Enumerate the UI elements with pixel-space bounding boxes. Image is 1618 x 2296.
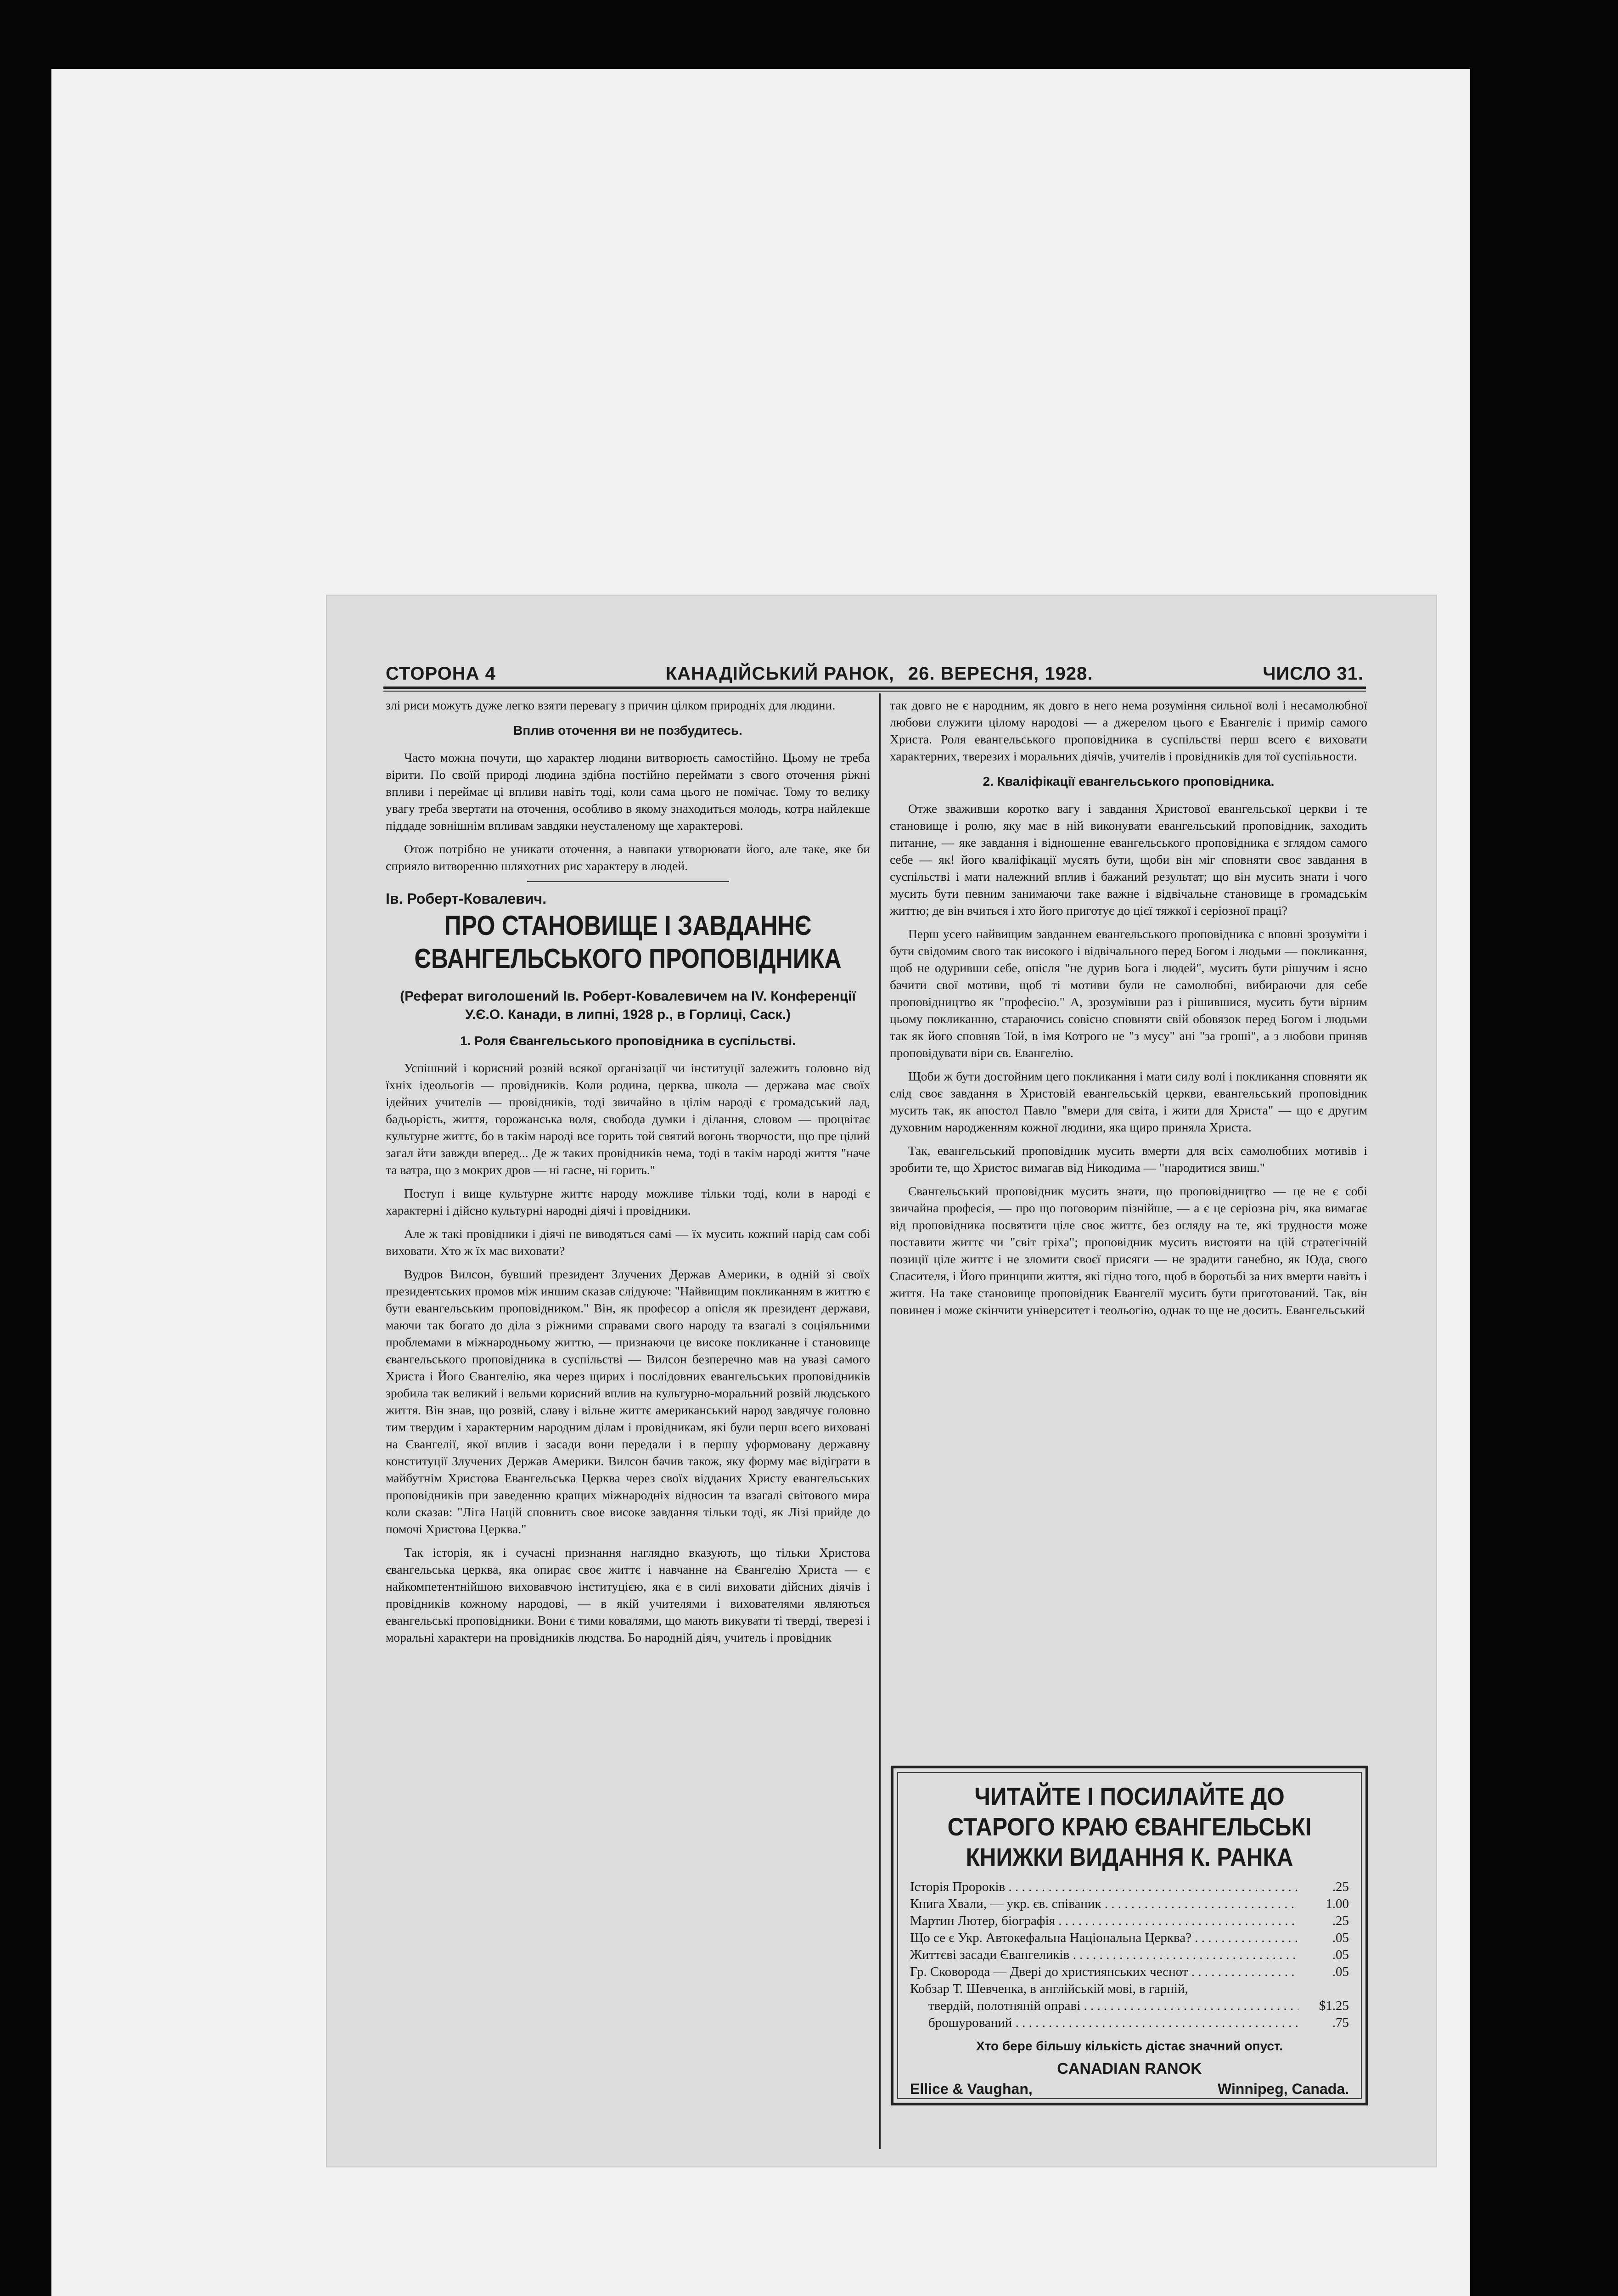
- paragraph: Отже зваживши коротко вагу і завдання Христової евангельської церкви і те становище і ролю, яку має в ній виконувати евангельський проповідник, заходить питанне, — яке завдання і відношенне евангельського проповідника є зглядом самого себе — як! його кваліфікації мусять бути, щоби він міг сповняти своє завдання в суспільстві і мати належний вплив і бажаний результат; що він мусить знати і чого мусить бути певним занимаючи таке важне і відвічальне становище в громадськім життю; де він вчиться і хто його приготує до цієї тяжкої і серіозної праці?: [890, 801, 1367, 917]
- header-rule-thin: [383, 691, 1366, 692]
- ad-book-item: [910, 1947, 1349, 1964]
- book-title: Історія Пророків . . .: [910, 1879, 1298, 1896]
- separator: [527, 881, 729, 882]
- ad-publisher: CANADIAN RANOK: [1057, 2060, 1202, 2077]
- book-title: Кобзар Т. Шевченка, в англійській мові, в гарній,: [910, 1981, 1188, 1996]
- book-advertisement: [891, 1766, 1368, 2105]
- book-title: Гр. Сковорода — Двері до християнських чеснот . . .: [910, 1964, 1298, 1981]
- book-title: Що се є Укр. Автокефальна Національна Церква? . . .: [910, 1930, 1298, 1947]
- paragraph: Так історія, як і сучасні признання наглядно вказують, що тільки Христова євангельська церква, яка опирає своє життє і навчанне на Євангелію Христа — є найкомпетентнійшою виховавчою інституцією, яка є в силі виховати дійсних діячів і провідників кожному народові, — в якій учителями і вихователями являються евангельські проповідники. Вони є тими ковалями, що мають викувати ті тверді, тверезі і моральні характери на провідників людства. Бо народній діяч, учитель і провідник: [386, 1545, 870, 1644]
- page-number: СТОРОНА 4: [386, 664, 496, 684]
- masthead: [666, 664, 1093, 684]
- book-price: .05: [1332, 1930, 1349, 1945]
- paragraph: Перш усего найвищим завданнем евангельського проповідника є вповні зрозуміти і бути свідомим свого так високого і відвічального перед Богом і людьми — покликання, щоб не одуривши себе, опісля "не дурив Бога і людей", мусить бути рішучим і ясно бачити свої мотиви, щоб ті мотиви були не самолюбні, вибираючи для себе проповідництво як "професію." А, зрозумівши раз і рішившися, мусить бути вірним цьому покликанню, стараючись совісно сповняти свій обовязок перед Богом і людьми так як його сповняв Той, в імя Котрого не "з мусу" ані "за гроші", а з любови приняв проповідувати віри св. Евангелію.: [890, 927, 1367, 1060]
- paper-name: КАНАДІЙСЬКИЙ РАНОК,: [665, 664, 894, 684]
- book-title: брошурований . . .: [928, 2015, 1298, 2032]
- paragraph: Отож потрібно не уникати оточення, а навпаки утворювати його, але таке, яке би сприяло витворенню шляхотних рис характеру в людей.: [386, 842, 870, 873]
- header-rule: [383, 687, 1366, 689]
- ad-street: Ellice & Vaughan,: [910, 2081, 1033, 2097]
- ad-book-item: [910, 2015, 1349, 2032]
- column-divider: [879, 693, 881, 2149]
- paragraph: Вудров Вилсон, бувший президент Злучених Держав Америки, в одній зі своїх президентських промов між иншим сказав слідуюче: "Найвищим покликанням в життю є бути евангельським проповідником." Він, як професор а опісля як президент держави, маючи так богато до діла з ріжними справами свого народу та взагалі з соціяльними проблемами в міжнародньому життю, — признаючи це високе покликанне і становище євангельського проповідника в суспільстві — Вилсон безперечно мав на увазі самого Христа і Його Євангелію, яка через щирих і послідовних евангельських проповідників зробила так великий і вельми корисний вплив на культурно-моральний розвій людського життя. Він знав, що розвій, славу і вільне життє американський народ завдячує головно тим твердим і характерним народним ділам і провідникам, які були перш всего виховані на Євангелії, якої вплив і засади вони передали і в першу уформовану державну конституції Злучених Держав Америки. Вилсон бачив також, яку форму має відіграти в майбутнім Христова Евангельська Церква через своїх відданих Христу евангельських проповідників при заведенню кращих міжнародніх відносин та взагалі світового мира коли сказав: "Ліга Націй сповнить свое високе завдання тільки тоді, як Лізі прийде до помочі Христова Церква.": [386, 1267, 870, 1536]
- ad-book-item: [910, 1998, 1349, 2015]
- book-title: Книга Хвали, — укр. єв. співаник . . .: [910, 1896, 1298, 1913]
- article-subtitle: (Реферат виголошений Ів. Роберт-Ковалевичем на IV. Конференції У.Є.О. Канади, в липні, 1928 р., в Горлиці, Саск.): [400, 989, 856, 1022]
- book-price: .25: [1332, 1913, 1349, 1928]
- book-price: .25: [1332, 1880, 1349, 1894]
- ad-book-list: [910, 1879, 1349, 2032]
- section-heading: Вплив оточення ви не позбудитесь.: [513, 723, 742, 737]
- issue-date: 26. ВЕРЕСНЯ, 1928.: [908, 664, 1093, 684]
- ad-book-item: [910, 1913, 1349, 1930]
- book-price: .05: [1332, 1947, 1349, 1962]
- paragraph: Євангельський проповідник мусить знати, що проповідництво — це не є собі звичайна професія, — про що поговорим пізнійше, — а є це серіозна річ, яка вимагає від проповідника посвятити ціле своє життє, без огляду на те, які трудности може поставити життє чи "світ гріха"; проповідник мусить вистояти на цій стратегічній позиції ціле життє і не зломити своєї присяги — не зрадити ганебно, як Юда, свого Спасителя, і Його принципи життя, які гідно того, щоб в боротьбі за них вмерти навіть і життя. На таке становище проповідник Евангелії мусить бути приготований. Так, він повинен і може скінчити університет і теольогію, однак то ще не досить. Евангельський: [890, 1184, 1367, 1317]
- book-title: Мартин Лютер, біографія . . .: [910, 1913, 1298, 1930]
- right-column: [890, 697, 1367, 1325]
- book-price: 1.00: [1326, 1896, 1349, 1911]
- section-heading: 1. Роля Євангельського проповідника в суспільстві.: [460, 1034, 796, 1048]
- issue-number: ЧИСЛО 31.: [1263, 664, 1364, 684]
- paragraph: так довго не є народним, як довго в него нема розуміння сильної волі і несамолюбної любови служити цілому народові — а джерелом цього є Евангеліє і примір самого Христа. Роля евангельського проповідника в суспільстві перш всего є виховати характерних, тверезих і моральних діячів, учителів і провідників для тої суспільности.: [890, 698, 1367, 763]
- book-title: Життєві засади Євангеликів . . .: [910, 1947, 1298, 1964]
- newspaper-page: [326, 595, 1437, 2167]
- ad-discount-note: Хто бере більшу кількість дістає значний опуст.: [976, 2039, 1283, 2053]
- book-price: .75: [1332, 2015, 1349, 2030]
- paragraph: Щоби ж бути достойним цего покликання і мати силу волі і покликання сповняти як слід своє завдання в Христовій евангельській церкви, евангельський проповідник мусить так, як апостол Павло "вмери для світа, і жити для Христа" — що є другим духовним народженням кожної людини, яка щиро приняла Христа.: [890, 1069, 1367, 1134]
- book-title: твердій, полотняній оправі . . .: [928, 1998, 1298, 2015]
- ad-book-item: [910, 1964, 1349, 1981]
- book-price: [1298, 1981, 1349, 1998]
- paragraph: злі риси можуть дуже легко взяти перевагу з причин цілком природніх для людини.: [386, 698, 836, 712]
- paragraph: Часто можна почути, що характер людини витворюєть самостійно. Цьому не треба вірити. По своїй природі людина здібна постійно переймати з свого оточення ріжні впливи і переймає ці впливи навіть тоді, коли сама цього не помічає. Тому то велику увагу треба звертати на оточення, особливо в якому знаходиться молодь, котра найлекше піддаде зовнішнім впливам завдяки неусталеному ще характерові.: [386, 750, 870, 833]
- paragraph: Поступ і вище культурне життє народу можливе тільки тоді, коли в народі є характерні і дійсно культурні народні діячі і провідники.: [386, 1186, 870, 1217]
- ad-city: Winnipeg, Canada.: [1218, 2081, 1349, 2097]
- page-header: [386, 657, 1364, 684]
- ad-book-item: [910, 1981, 1349, 1998]
- paragraph: Успішний і корисний розвій всякої організації чи інституції залежить головно від їхніх ідеольогів — провідників. Коли родина, церква, школа — держава має своїх ідейних учителів — провідників, тоді звичайно в цілім народі є громадський лад, бадьорість, життя, горожанська воля, свобода думки і ділання, словом — процвітає культурне життє, бо в такім народі все горить той святий вогонь творчости, що пре цілий загал йти завжди вперед... Де ж таких провідників нема, тоді в такім народі життя "наче та ватра, що з мокрих дров — ні гасне, ні горить.": [386, 1061, 870, 1177]
- left-column: [386, 697, 870, 1652]
- paragraph: Так, евангельський проповідник мусить вмерти для всіх самолюбних мотивів і зробити те, що Христос вимагав від Никодима — "народитися звиш.": [890, 1143, 1367, 1175]
- ad-title: ЧИТАЙТЕ І ПОСИЛАЙТЕ ДО СТАРОГО КРАЮ ЄВАНГЕЛЬСЬКІ КНИЖКИ ВИДАННЯ К. РАНКА: [947, 1782, 1312, 1871]
- book-price: $1.25: [1319, 1998, 1349, 2013]
- ad-address: [910, 2081, 1349, 2098]
- book-price: .05: [1332, 1964, 1349, 1979]
- article-byline: Ів. Роберт-Ковалевич.: [386, 890, 547, 907]
- paragraph: Але ж такі провідники і діячі не виводяться самі — їх мусить кожний нарід сам собі виховати. Хто ж їх має виховати?: [386, 1227, 870, 1258]
- ad-book-item: [910, 1896, 1349, 1913]
- ad-book-item: [910, 1879, 1349, 1896]
- ad-book-item: [910, 1930, 1349, 1947]
- article-title: ПРО СТАНОВИЩЕ І ЗАВДАННЄ ЄВАНГЕЛЬСЬКОГО ПРОПОВІДНИКА: [414, 910, 842, 974]
- section-heading: 2. Кваліфікації евангельського проповідника.: [983, 774, 1275, 788]
